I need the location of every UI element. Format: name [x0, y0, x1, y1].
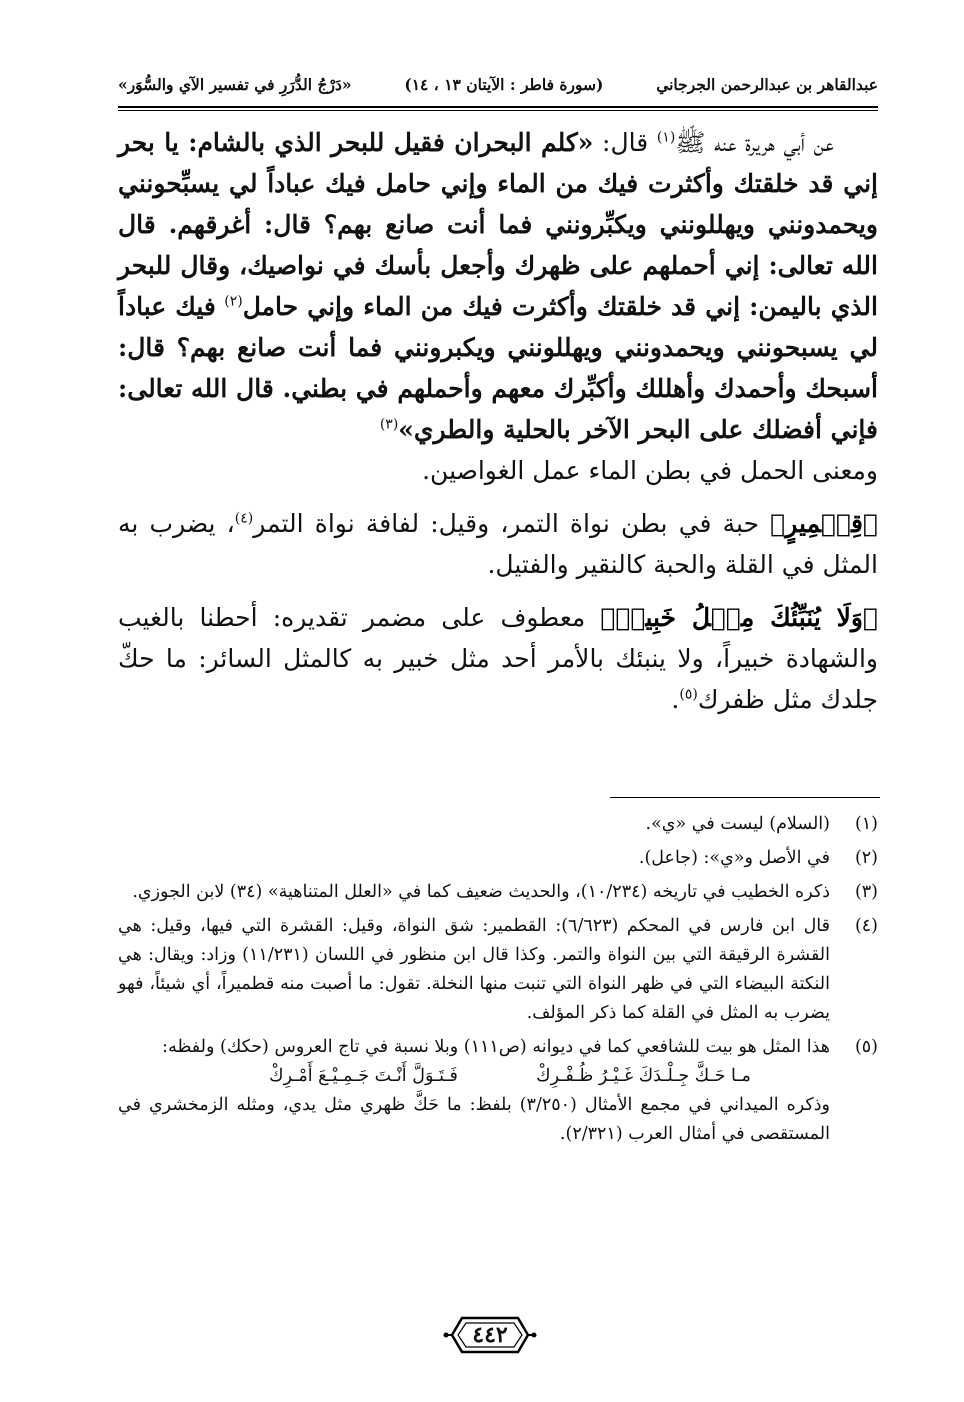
footnote-4: (٤) قال ابن فارس في المحكم (٦/٦٢٣): القطمير: شق النواة، وقيل: القشرة التي فيها، وقيل: هي القشرة الرقيقة التي بين النواة والتمر. وكذا قال ابن منظور في اللسان (١١/٢٣١) وزاد: ويقال: هي النكتة البيضاء التي في ظهر النواة التي تنبت منها النخلة. تقول: ما أصبت منه قطميراً، أي شيئاً، فهو يضرب به المثل في القلة كما ذكر المؤلف.: [118, 916, 878, 1023]
footnote-ref-2[interactable]: (٢): [224, 293, 243, 310]
hadith-explanation: ومعنى الحمل في بطن الماء عمل الغواصين.: [422, 456, 878, 485]
page-number: ٤٤٢: [442, 1310, 538, 1360]
footnotes: [118, 810, 878, 1154]
footnote-ref-5[interactable]: (٥): [679, 686, 698, 703]
footnote-5-continued: وذكره الميداني في مجمع الأمثال (٣/٢٥٠) بلفظ: ما حَكَّ ظهري مثل يدي، ومثله الزمخشري في المستقصى في أمثال العرب (٢/٣٢١).: [118, 1095, 830, 1144]
header-book-title: «دَرْجُ الدُّرَرِ في تفسير الآي والسُّوَر»: [118, 74, 352, 94]
footnote-separator: [610, 797, 880, 798]
salutation-glyph: ﷺ: [675, 128, 706, 157]
header-author: عبدالقاهر بن عبدالرحمن الجرجاني: [656, 74, 878, 94]
poem-verse: [230, 1062, 790, 1091]
footnote-5: (٥) هذا المثل هو بيت للشافعي كما في ديوانه (ص١١١) وبلا نسبة في تاج العروس (حكك) ولفظه: مـا حَـكَّ جِـلْـدَكَ غَـيْـرُ ظُـفْـرِكْ فَـتَـوَلَّ أَنْـتَ جَـمِـيْـعَ أَمْـرِكْ وذكره الميداني في مجمع الأمثال (٣/٢٥٠) بلفظ: ما حَكَّ ظهري مثل يدي، ومثله الزمخشري في المستقصى في أمثال العرب (٢/٣٢١).: [118, 1037, 878, 1144]
header-rule-thin: [118, 110, 878, 111]
paragraph-qitmir: ﴿قِطۡمِيرٍ﴾ حبة في بطن نواة التمر، وقيل: لفافة نواة التمر$^{(٤)}$، يضرب به المثل في القلة والحبة كالنقير والفتيل.: [118, 509, 879, 579]
paragraph-khabir: ﴿وَلَا يُنَبِّئُكَ مِثۡلُ خَبِيرٖ﴾ معطوف على مضمر تقديره: أحطنا بالغيب والشهادة خبيراً، ولا ينبئك بالأمر أحد مثل خبير به كالمثل السائر: ما حكّ جلدك مثل ظفرك$^{(٥)}$.: [118, 603, 879, 714]
paragraph-hadith: عن أبي هريرة عنه ﷺ$^{(١)}$ قال: «كلم البحران فقيل للبحر الذي بالشام: يا بحر إني قد خلقتك وأكثرت فيك من الماء وإني حامل فيك عباداً لي يسبِّحونني ويحمدونني ويهللونني ويكبِّرونني فما أنت صانع بهم؟ قال: أغرقهم. قال الله تعالى: إني أحملهم على ظهرك وأجعل بأسك في نواصيك، وقال للبحر الذي باليمن: إني قد خلقتك وأكثرت فيك من الماء وإني حامل$^{(٢)}$ فيك عباداً لي يسبحونني ويحمدونني ويهللونني ويكبرونني فما أنت صانع بهم؟ قال: أسبحك وأحمدك وأهللك وأكبِّرك معهم وأحملهم في بطني. قال الله تعالى: فإني أفضلك على البحر الآخر بالحلية والطري»$^{(٣)}$ ومعنى الحمل في بطن الماء عمل الغواصين.: [118, 128, 878, 485]
quran-phrase-khabir: ﴿وَلَا يُنَبِّئُكَ مِثۡلُ خَبِيرٖ﴾: [600, 603, 879, 632]
main-text: [118, 122, 878, 732]
verse-hemistich-2: فَـتَـوَلَّ أَنْـتَ جَـمِـيْـعَ أَمْـرِكْ: [269, 1066, 458, 1086]
footnote-ref-4[interactable]: (٤): [234, 510, 254, 527]
header-rule: [118, 106, 878, 108]
hadith-text-continued: فيك عباداً لي يسبحونني ويحمدونني ويهللونني ويكبرونني فما أنت صانع بهم؟ قال: أسبحك وأحمدك وأهللك وأكبِّرك معهم وأحملهم في بطني. قال الله تعالى: فإني أفضلك على البحر الآخر بالحلية والطري»: [118, 292, 878, 444]
hadith-text: «كلم البحران فقيل للبحر الذي بالشام: يا بحر إني قد خلقتك وأكثرت فيك من الماء وإني حامل فيك عباداً لي يسبِّحونني ويحمدونني ويهللونني ويكبِّرونني فما أنت صانع بهم؟ قال: أغرقهم. قال الله تعالى: إني أحملهم على ظهرك وأجعل بأسك في نواصيك، وقال للبحر الذي باليمن: إني قد خلقتك وأكثرت فيك من الماء وإني حامل: [118, 128, 878, 321]
footnote-2: (٢) في الأصل و«ي»: (جاعل).: [638, 848, 878, 868]
footnote-ref-3[interactable]: (٣): [379, 416, 399, 433]
quran-word-qitmir: ﴿قِطۡمِيرٍ﴾: [770, 509, 879, 538]
running-header: [118, 62, 878, 106]
footnote-ref-1[interactable]: (١): [656, 129, 676, 146]
footnote-1: (١) (السلام) ليست في «ي».: [645, 814, 878, 834]
header-section: (سورة فاطر : الآيتان ١٣ ، ١٤): [404, 74, 604, 94]
verse-hemistich-1: مـا حَـكَّ جِـلْـدَكَ غَـيْـرُ ظُـفْـرِكْ: [536, 1066, 751, 1086]
footnote-3: (٣) ذكره الخطيب في تاريخه (١٠/٢٣٤)، والحديث ضعيف كما في «العلل المتناهية» (٣٤) لابن الجوزي.: [132, 882, 878, 902]
